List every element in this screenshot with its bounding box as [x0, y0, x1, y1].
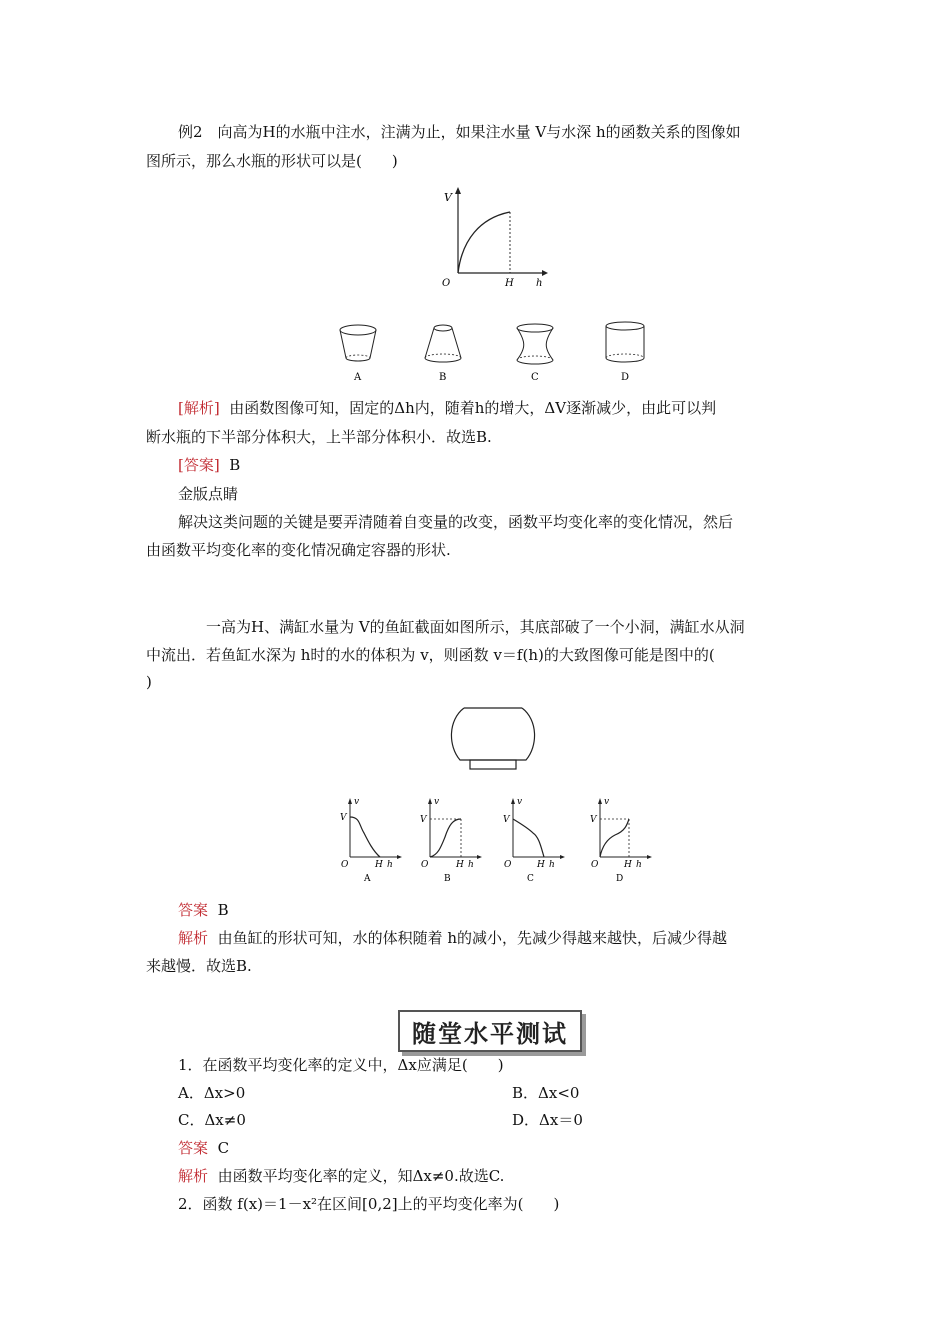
v-axis-arrow	[455, 187, 461, 194]
example2-line2: 图所示，那么水瓶的形状可以是( )	[146, 152, 398, 170]
tank-body	[451, 708, 534, 760]
tip-line1: 解决这类问题的关键是要弄清随着自变量的改变，函数平均变化率的变化情况，然后	[178, 513, 734, 531]
svg-text:V: V	[420, 815, 427, 825]
bottle-b	[425, 325, 461, 383]
svg-text:O: O	[504, 860, 512, 870]
analysis2-tag: 解析	[178, 929, 209, 947]
answer2-tag: 答案	[178, 901, 209, 919]
q1-analysis-tag: 解析	[178, 1167, 209, 1185]
practice-line1: 一高为H、满缸水量为 V的鱼缸截面如图所示，其底部破了一个小洞，满缸水从洞	[206, 618, 745, 636]
volume-depth-graph	[430, 185, 550, 295]
analysis1-text1: 由函数图像可知，固定的Δh内，随着h的增大，ΔV逐渐减少，由此可以判	[229, 399, 717, 417]
svg-text:O: O	[421, 860, 429, 870]
q1-stem: 1．在函数平均变化率的定义中，Δx应满足( )	[178, 1056, 504, 1074]
svg-text:V: V	[503, 815, 510, 825]
graph-d-label: D	[616, 874, 624, 884]
bottle-b-label: B	[439, 372, 447, 383]
bottle-c	[517, 324, 553, 383]
q1-answer-line	[178, 1138, 229, 1158]
analysis2-line2: 来越慢．故选B.	[146, 957, 252, 975]
h-axis-arrow	[542, 270, 548, 276]
svg-text:v: v	[434, 797, 440, 807]
q1-analysis: 由函数平均变化率的定义，知Δx≠0.故选C.	[217, 1167, 505, 1185]
svg-text:h: h	[468, 860, 474, 870]
svg-text:V: V	[340, 813, 347, 823]
svg-text:O: O	[341, 860, 349, 870]
origin-label: O	[442, 278, 451, 289]
q1-answer-tag: 答案	[178, 1139, 209, 1157]
graph-b	[420, 797, 482, 884]
bottle-d-label: D	[621, 372, 630, 383]
q1-option-c: C．Δx≠0	[178, 1111, 246, 1129]
svg-text:v: v	[354, 797, 360, 807]
graph-c	[503, 797, 565, 884]
option-graphs	[335, 795, 655, 885]
tip-line2: 由函数平均变化率的变化情况确定容器的形状.	[146, 541, 451, 559]
section-banner-text: 随堂水平测试	[412, 1019, 568, 1048]
H-label: H	[505, 278, 514, 289]
answer1-line	[178, 455, 240, 475]
bottle-options	[330, 318, 660, 388]
practice-line3: )	[146, 673, 152, 691]
svg-text:O: O	[591, 860, 599, 870]
svg-text:v: v	[517, 797, 523, 807]
svg-text:h: h	[636, 860, 642, 870]
q1-answer: C	[217, 1139, 230, 1157]
v-axis-label: V	[444, 191, 452, 204]
graph-a-label: A	[364, 874, 371, 884]
graph-d	[590, 797, 652, 884]
svg-text:H: H	[624, 860, 632, 870]
answer2-line	[178, 900, 229, 920]
tip-title: 金版点睛	[178, 485, 239, 503]
q2-stem: 2．函数 f(x)＝1－x²在区间[0,2]上的平均变化率为( )	[178, 1195, 560, 1213]
svg-text:v: v	[604, 797, 610, 807]
svg-text:H: H	[375, 860, 383, 870]
q1-option-a: A．Δx>0	[178, 1084, 246, 1102]
q1-analysis-line	[178, 1166, 504, 1186]
analysis1-line1	[178, 398, 716, 418]
example2-line1: 例2 向高为H的水瓶中注水，注满为止，如果注水量 V与水深 h的函数关系的图像如	[178, 123, 741, 141]
h-axis-label: h	[536, 278, 543, 289]
analysis1-line2: 断水瓶的下半部分体积大，上半部分体积小．故选B.	[146, 428, 492, 446]
section-banner	[398, 1010, 582, 1052]
analysis2-text1: 由鱼缸的形状可知，水的体积随着 h的减小，先减少得越来越快，后减少得越	[217, 929, 727, 947]
bottle-d	[606, 322, 644, 383]
graph-c-label: C	[527, 874, 534, 884]
fish-tank-figure	[450, 700, 540, 780]
practice-line2: 中流出．若鱼缸水深为 h时的水的体积为 v，则函数 v＝f(h)的大致图像可能是图中的(	[146, 646, 715, 664]
svg-text:H: H	[456, 860, 464, 870]
bottle-a-label: A	[354, 372, 362, 383]
graph-b-label: B	[444, 874, 451, 884]
analysis2-line1	[178, 928, 727, 948]
tank-base	[470, 760, 516, 769]
graph-a	[340, 797, 402, 884]
svg-text:h: h	[549, 860, 555, 870]
q1-option-b: B．Δx<0	[512, 1084, 580, 1102]
answer1-tag: [答案]	[178, 456, 220, 474]
analysis1-tag: [解析]	[178, 399, 220, 417]
q1-option-d: D．Δx＝0	[512, 1111, 583, 1129]
bottle-c-label: C	[531, 372, 539, 383]
answer2-value: B	[217, 901, 229, 919]
svg-text:V: V	[590, 815, 597, 825]
svg-text:h: h	[387, 860, 393, 870]
svg-text:H: H	[537, 860, 545, 870]
answer1-value: B	[229, 456, 241, 474]
volume-curve	[458, 212, 510, 273]
bottle-a	[340, 325, 376, 383]
